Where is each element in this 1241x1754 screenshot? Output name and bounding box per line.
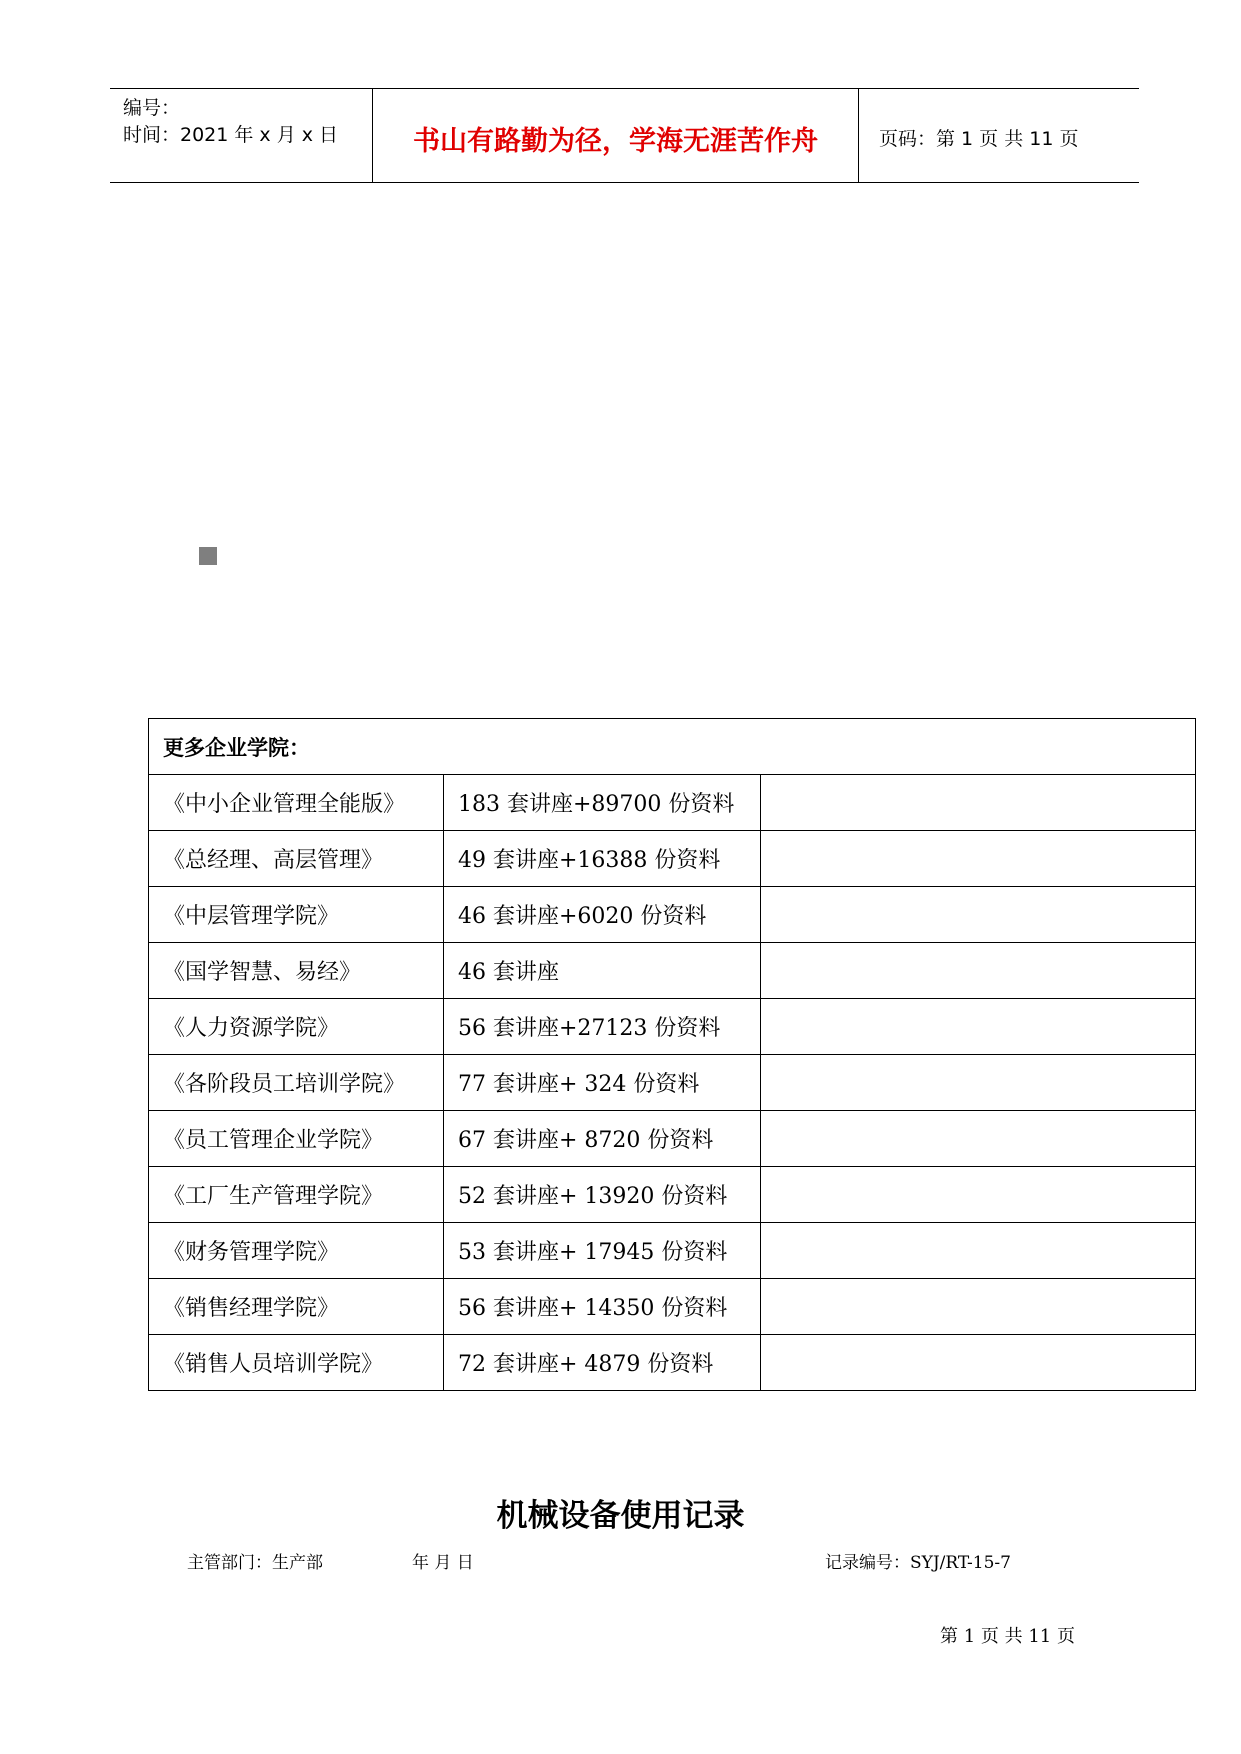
department-label: 主管部门：生产部: [187, 1553, 323, 1573]
academy-content-cell: 46 套讲座+6020 份资料: [444, 887, 761, 943]
academy-content-cell: 46 套讲座: [444, 943, 761, 999]
academy-content-cell: 56 套讲座+ 14350 份资料: [444, 1279, 761, 1335]
academy-extra-cell: [761, 943, 1196, 999]
academy-extra-cell: [761, 1223, 1196, 1279]
academy-name-cell: 《中层管理学院》: [149, 887, 444, 943]
academy-content-cell: 72 套讲座+ 4879 份资料: [444, 1335, 761, 1391]
academy-name-cell: 《国学智慧、易经》: [149, 943, 444, 999]
header-motto-cell: [373, 89, 859, 182]
table-heading: 更多企业学院：: [149, 719, 1196, 775]
document-header: [110, 88, 1139, 183]
academy-name-cell: 《员工管理企业学院》: [149, 1111, 444, 1167]
table-row: [149, 943, 1196, 999]
academy-name-cell: 《各阶段员工培训学院》: [149, 1055, 444, 1111]
table-row: [149, 1335, 1196, 1391]
number-label: 编号：: [123, 97, 181, 119]
table-row: [149, 775, 1196, 831]
header-meta-cell: [110, 89, 373, 182]
academy-extra-cell: [761, 1111, 1196, 1167]
table-row: [149, 1055, 1196, 1111]
academy-content-cell: 49 套讲座+16388 份资料: [444, 831, 761, 887]
square-bullet-icon: [199, 547, 217, 565]
academy-content-cell: 56 套讲座+27123 份资料: [444, 999, 761, 1055]
motto: 书山有路勤为径，学海无涯苦作舟: [413, 126, 818, 157]
academy-name-cell: 《销售经理学院》: [149, 1279, 444, 1335]
academy-extra-cell: [761, 1279, 1196, 1335]
academy-extra-cell: [761, 775, 1196, 831]
academy-name-cell: 《总经理、高层管理》: [149, 831, 444, 887]
academy-extra-cell: [761, 1167, 1196, 1223]
header-page-cell: [859, 89, 1139, 182]
academy-content-cell: 77 套讲座+ 324 份资料: [444, 1055, 761, 1111]
academy-extra-cell: [761, 999, 1196, 1055]
page-info: 页码：第 1 页 共 11 页: [879, 128, 1079, 150]
academy-extra-cell: [761, 1335, 1196, 1391]
table-row: [149, 1223, 1196, 1279]
academy-table: [148, 718, 1196, 1391]
page-footer: 第 1 页 共 11 页: [940, 1626, 1075, 1647]
record-title: 机械设备使用记录: [496, 1498, 745, 1534]
academy-name-cell: 《销售人员培训学院》: [149, 1335, 444, 1391]
academy-name-cell: 《财务管理学院》: [149, 1223, 444, 1279]
academy-name-cell: 《工厂生产管理学院》: [149, 1167, 444, 1223]
table-row: [149, 1279, 1196, 1335]
academy-extra-cell: [761, 831, 1196, 887]
academy-extra-cell: [761, 1055, 1196, 1111]
time-line: 时间：2021 年 x 月 x 日: [123, 124, 339, 146]
table-row: [149, 831, 1196, 887]
table-row: [149, 1111, 1196, 1167]
academy-name-cell: 《中小企业管理全能版》: [149, 775, 444, 831]
table-row: [149, 999, 1196, 1055]
record-date: 年 月 日: [412, 1553, 474, 1573]
record-number: 记录编号：SYJ/RT-15-7: [825, 1553, 1011, 1573]
table-row: [149, 1167, 1196, 1223]
table-row: [149, 887, 1196, 943]
academy-content-cell: 52 套讲座+ 13920 份资料: [444, 1167, 761, 1223]
academy-extra-cell: [761, 887, 1196, 943]
academy-content-cell: 183 套讲座+89700 份资料: [444, 775, 761, 831]
academy-name-cell: 《人力资源学院》: [149, 999, 444, 1055]
table-heading-row: [149, 719, 1196, 775]
academy-content-cell: 67 套讲座+ 8720 份资料: [444, 1111, 761, 1167]
academy-content-cell: 53 套讲座+ 17945 份资料: [444, 1223, 761, 1279]
